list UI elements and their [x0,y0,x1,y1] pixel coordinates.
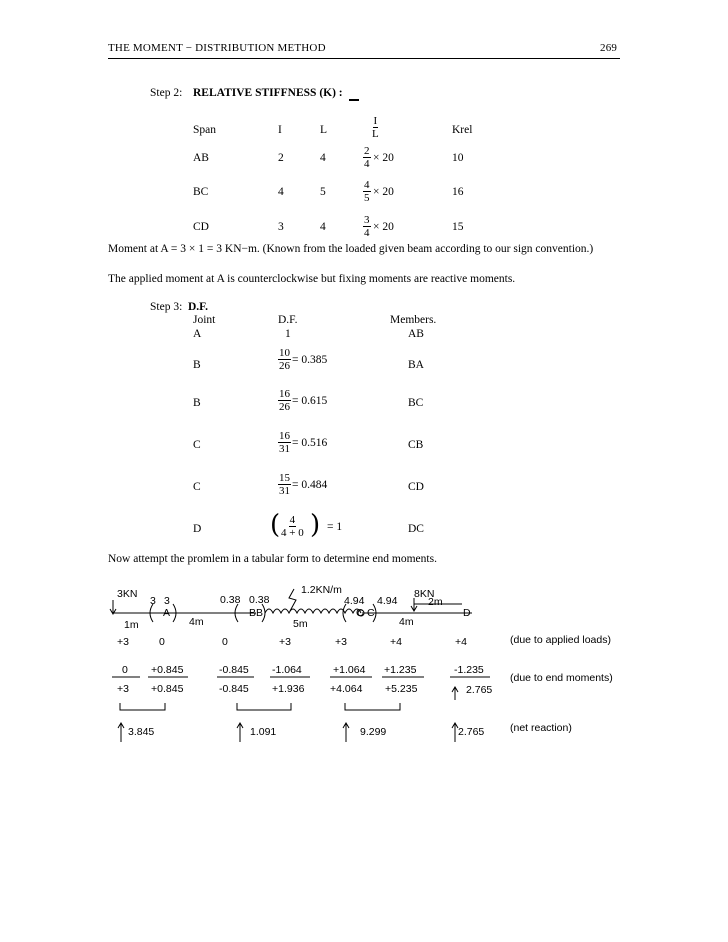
row3-value: +0.845 [151,683,184,695]
step2-row-mult: × 20 [373,152,394,164]
fraction-numerator: 10 [279,347,290,359]
step2-row-krel: 10 [452,152,464,164]
step2-row-i: 3 [278,221,284,233]
ratio-denominator: L [372,128,379,140]
moment-b1: 0.38 [220,594,241,606]
row2-note: (due to end moments) [510,672,613,684]
reaction-note: (net reaction) [510,722,572,734]
step3-row-member: AB [408,328,424,340]
load-3kn-label: 3KN [117,588,138,600]
step2-row-krel: 16 [452,186,464,198]
step2-row-span: AB [193,152,209,164]
row2-value: +1.235 [384,664,417,676]
udl-label: 1.2KN/m [301,584,342,596]
fraction-numerator: 2 [364,145,370,157]
joint-c-label-left: C [356,607,364,619]
fraction-denominator: 26 [279,401,290,413]
joint-c-label-right: C [367,607,375,619]
moment-c2: 4.94 [377,595,398,607]
step2-row-l: 5 [320,186,326,198]
step3-row-value: = 0.516 [292,437,328,449]
moment-a2: 3 [164,595,170,607]
step3-label: Step 3: [150,301,183,313]
tabular-form-paragraph: Now attempt the promlem in a tabular form to determine end moments. [108,553,437,565]
step2-row-mult: × 20 [373,221,394,233]
step3-row-value: = 1 [327,521,343,533]
bracket-b [237,703,291,710]
step3-row-df: 1 [285,328,291,340]
reaction-c: 9.299 [360,726,387,738]
close-paren: ) [310,510,321,540]
step2-title: RELATIVE STIFFNESS (K) : [193,87,343,99]
load-8kn-label: 8KN [414,588,435,600]
step2-label: Step 2: [150,87,183,99]
fraction-numerator: 16 [279,430,290,442]
fraction-denominator: 4 + 0 [281,527,304,539]
ratio-numerator: I [373,115,378,127]
fraction-numerator: 3 [364,214,370,226]
fraction-numerator: 15 [279,472,290,484]
step3-row-joint: C [193,439,201,451]
row2-value: -1.064 [272,664,302,676]
row3-value: +5.235 [385,683,418,695]
row1-value: 0 [222,636,228,648]
step3-col-joint: Joint [193,314,216,326]
fraction-denominator: 31 [279,485,290,497]
step3-row-value: = 0.484 [292,479,328,491]
moment-at-a-paragraph: Moment at A = 3 × 1 = 3 KN−m. (Known from the loaded given beam according to our sign convention.) [108,243,594,255]
row2-value: 0 [122,664,128,676]
moment-a1: 3 [150,595,156,607]
step2-row-span: CD [193,221,209,233]
fraction-denominator: 5 [364,192,370,204]
step3-title: D.F. [188,301,209,313]
fraction-denominator: 4 [364,227,370,239]
row1-value: +3 [279,636,291,648]
row2-value: +1.064 [333,664,366,676]
udl-pointer [289,589,296,611]
span-overhang-label: 1m [124,619,139,631]
joint-b-label-right: B [256,607,264,619]
step3-col-members: Members. [390,314,437,326]
step2-row-krel: 15 [452,221,464,233]
row1-value: 0 [159,636,165,648]
row3-value: 2.765 [466,684,493,696]
joint-d-label: D [463,607,471,619]
step2-row-l: 4 [320,152,326,164]
reaction-b: 1.091 [250,726,277,738]
fraction-denominator: 26 [279,360,290,372]
span-bc-label: 5m [293,618,308,630]
row1-value: +3 [335,636,347,648]
row2-value: -1.235 [454,664,484,676]
fraction-denominator: 31 [279,443,290,455]
step2-row-mult: × 20 [373,186,394,198]
page-number: 269 [600,42,618,54]
step3-row-value: = 0.615 [292,395,328,407]
fraction-numerator: 4 [289,514,296,526]
dim-2m-label: 2m [428,596,443,608]
step3-row-member: CD [408,481,424,493]
fraction-numerator: 16 [279,388,290,400]
step2-row-i: 2 [278,152,284,164]
bracket-a [120,703,165,710]
running-header-title: THE MOMENT − DISTRIBUTION METHOD [108,42,326,54]
udl-coil [265,609,361,613]
open-paren: ( [270,510,281,540]
row1-value: +4 [455,636,467,648]
row2-value: +0.845 [151,664,184,676]
row3-value: -0.845 [219,683,249,695]
step3-row-member: BA [408,359,424,371]
fraction-denominator: 4 [364,158,370,170]
row2-value: -0.845 [219,664,249,676]
row1-value: +3 [117,636,129,648]
row3-value: +3 [117,683,129,695]
step2-col-l: L [320,124,328,136]
step3-row-member: DC [408,523,424,535]
span-ab-label: 4m [189,616,204,628]
row3-value: +4.064 [330,683,363,695]
joint-b-label-left: B [249,607,257,619]
step2-row-l: 4 [320,221,326,233]
step3-row-joint: A [193,328,202,340]
step3-row-joint: C [193,481,201,493]
step2-col-i: I [278,124,282,136]
row1-value: +4 [390,636,402,648]
step3-row-joint: D [193,523,202,535]
joint-a-label: A [163,607,171,619]
row3-value: +1.936 [272,683,305,695]
step2-row-i: 4 [278,186,284,198]
fraction-numerator: 4 [364,179,370,191]
step3-row-joint: B [193,397,201,409]
moment-c1: 4.94 [344,595,365,607]
step3-row-member: CB [408,439,424,451]
step2-col-krel: Krel [452,124,473,136]
row1-note: (due to applied loads) [510,634,611,646]
step3-col-df: D.F. [278,314,298,326]
applied-moment-paragraph: The applied moment at A is counterclockwise but fixing moments are reactive moments. [108,273,516,285]
step3-row-joint: B [193,359,201,371]
reaction-a: 3.845 [128,726,155,738]
bracket-c [345,703,400,710]
step3-row-value: = 0.385 [292,354,328,366]
step2-col-span: Span [193,124,216,136]
moment-b2: 0.38 [249,594,270,606]
reaction-d: 2.765 [458,726,485,738]
span-cd-label: 4m [399,616,414,628]
step2-row-span: BC [193,186,209,198]
step3-row-member: BC [408,397,424,409]
